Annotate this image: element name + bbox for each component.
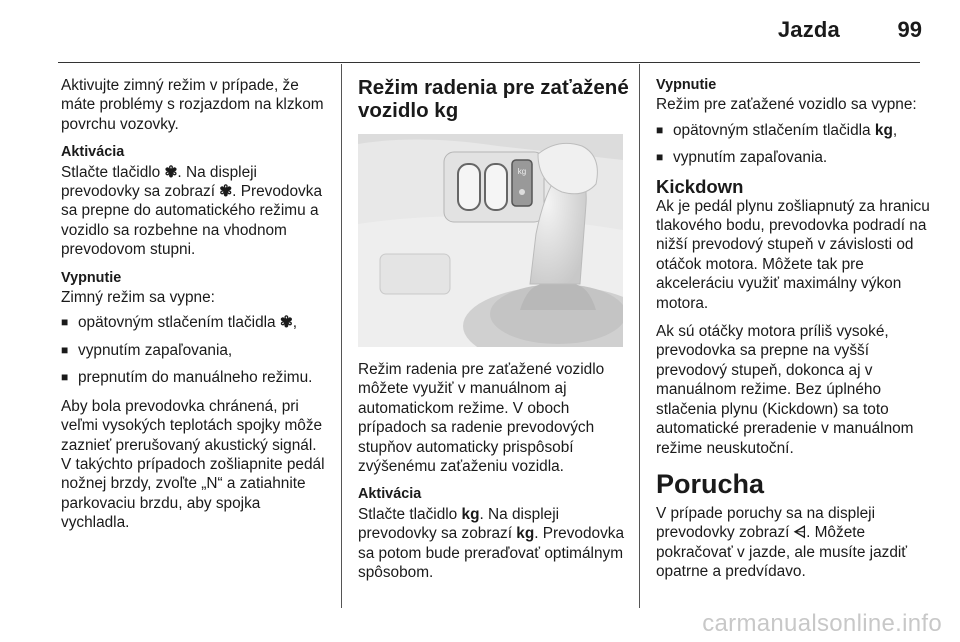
winter-mode-intro: Aktivujte zimný režim v prípade, že máte problémy s rozjazdom na klzkom povrchu vozovky. <box>61 77 324 133</box>
subheading-activation: Aktivácia <box>358 486 422 503</box>
kg-button-label: kg <box>517 167 527 176</box>
running-head: Jazda <box>777 17 840 42</box>
gear-selector-illustration <box>358 134 623 347</box>
clutch-protection-note: Aby bola prevodovka chránená, pri veľmi vysokých teplotách spojky môže zaznieť prerušovaný akustický signál. V takýchto prípadoch zošliapnite pedál nožnej brzdy, zvoľte „N“ a zatiahnite parkovaciu brzdu, aby spojka vychladla. <box>61 397 325 532</box>
list-item: ■ opätovným stlačením tlačidla kg, <box>656 121 932 140</box>
kickdown-note: Ak sú otáčky motora príliš vysoké, prevodovka sa prepne na vyšší prevodový stupeň, dokonca aj v manuálnom režime. Bez úplného stlačenia plynu (Kickdown) sa toto automatické preradenie v manuálnom režime neuskutoční. <box>656 323 914 457</box>
snowflake-icon: ✾ <box>164 163 178 181</box>
subheading-deactivation: Vypnutie <box>656 77 717 93</box>
list-item: ■ vypnutím zapaľovania, <box>61 341 331 360</box>
list-item: ■ vypnutím zapaľovania. <box>656 148 932 167</box>
loaded-mode-activation: Aktivácia Stlačte tlačidlo kg. Na displeji prevodovky sa zobrazí kg. Prevodovka sa potom bude preraďovať optimálnym spôsobom. <box>358 485 630 582</box>
list-item: ■ opätovným stlačením tlačidla ✾, <box>61 313 331 332</box>
fault-icon: ⩤ <box>793 524 807 542</box>
column-3 <box>656 76 932 591</box>
column-1 <box>61 76 331 542</box>
section-heading-loaded-mode: Režim radenia pre zaťažené vozidlo kg <box>358 76 629 122</box>
column-divider-2 <box>639 64 640 608</box>
page-number: 99 <box>897 17 922 42</box>
section-heading-failure: Porucha <box>656 468 765 499</box>
snowflake-icon: ✾ <box>219 183 233 201</box>
deactivation-list <box>61 313 331 387</box>
snowflake-icon: ✾ <box>279 314 293 332</box>
winter-activation: Aktivácia Stlačte tlačidlo ✾. Na displeji prevodovky sa zobrazí ✾. Prevodovka sa prepne do automatického režimu a vozidlo sa rozbehne na vhodnom prevodovom stupni. <box>61 143 331 259</box>
watermark: carmanualsonline.info <box>702 610 942 637</box>
list-item: ■ prepnutím do manuálneho režimu. <box>61 368 331 387</box>
column-2 <box>358 76 630 591</box>
subheading-activation: Aktivácia <box>61 144 125 161</box>
winter-deactivation: Vypnutie Zimný režim sa vypne: <box>61 269 331 308</box>
subheading-deactivation: Vypnutie <box>61 269 122 286</box>
loaded-mode-deactivation: Vypnutie Režim pre zaťažené vozidlo sa vypne: <box>656 76 932 115</box>
header-divider <box>58 62 920 63</box>
deactivation-list <box>656 121 932 168</box>
kickdown-section: Kickdown Ak je pedál plynu zošliapnutý za hranicu tlakového bodu, prevodovka podradí na nižší prevodový stupeň v závislosti od otáčok motora. Môžete tak pre akceleráciu využiť maximálny výkon motora. <box>656 177 932 313</box>
column-divider-1 <box>341 64 342 608</box>
section-heading-kickdown: Kickdown <box>656 175 744 197</box>
loaded-mode-description: Režim radenia pre zaťažené vozidlo môžete využiť v manuálnom aj automatickom režime. V oboch prípadoch sa radenie prevodových stupňov automaticky prispôsobí zvýšenému zaťaženiu vozidla. <box>358 361 605 476</box>
failure-text: V prípade poruchy sa na displeji prevodovky zobrazí ⩤. Môžete pokračovať v jazde, ale musíte jazdiť opatrne a predvídavo. <box>656 504 908 581</box>
